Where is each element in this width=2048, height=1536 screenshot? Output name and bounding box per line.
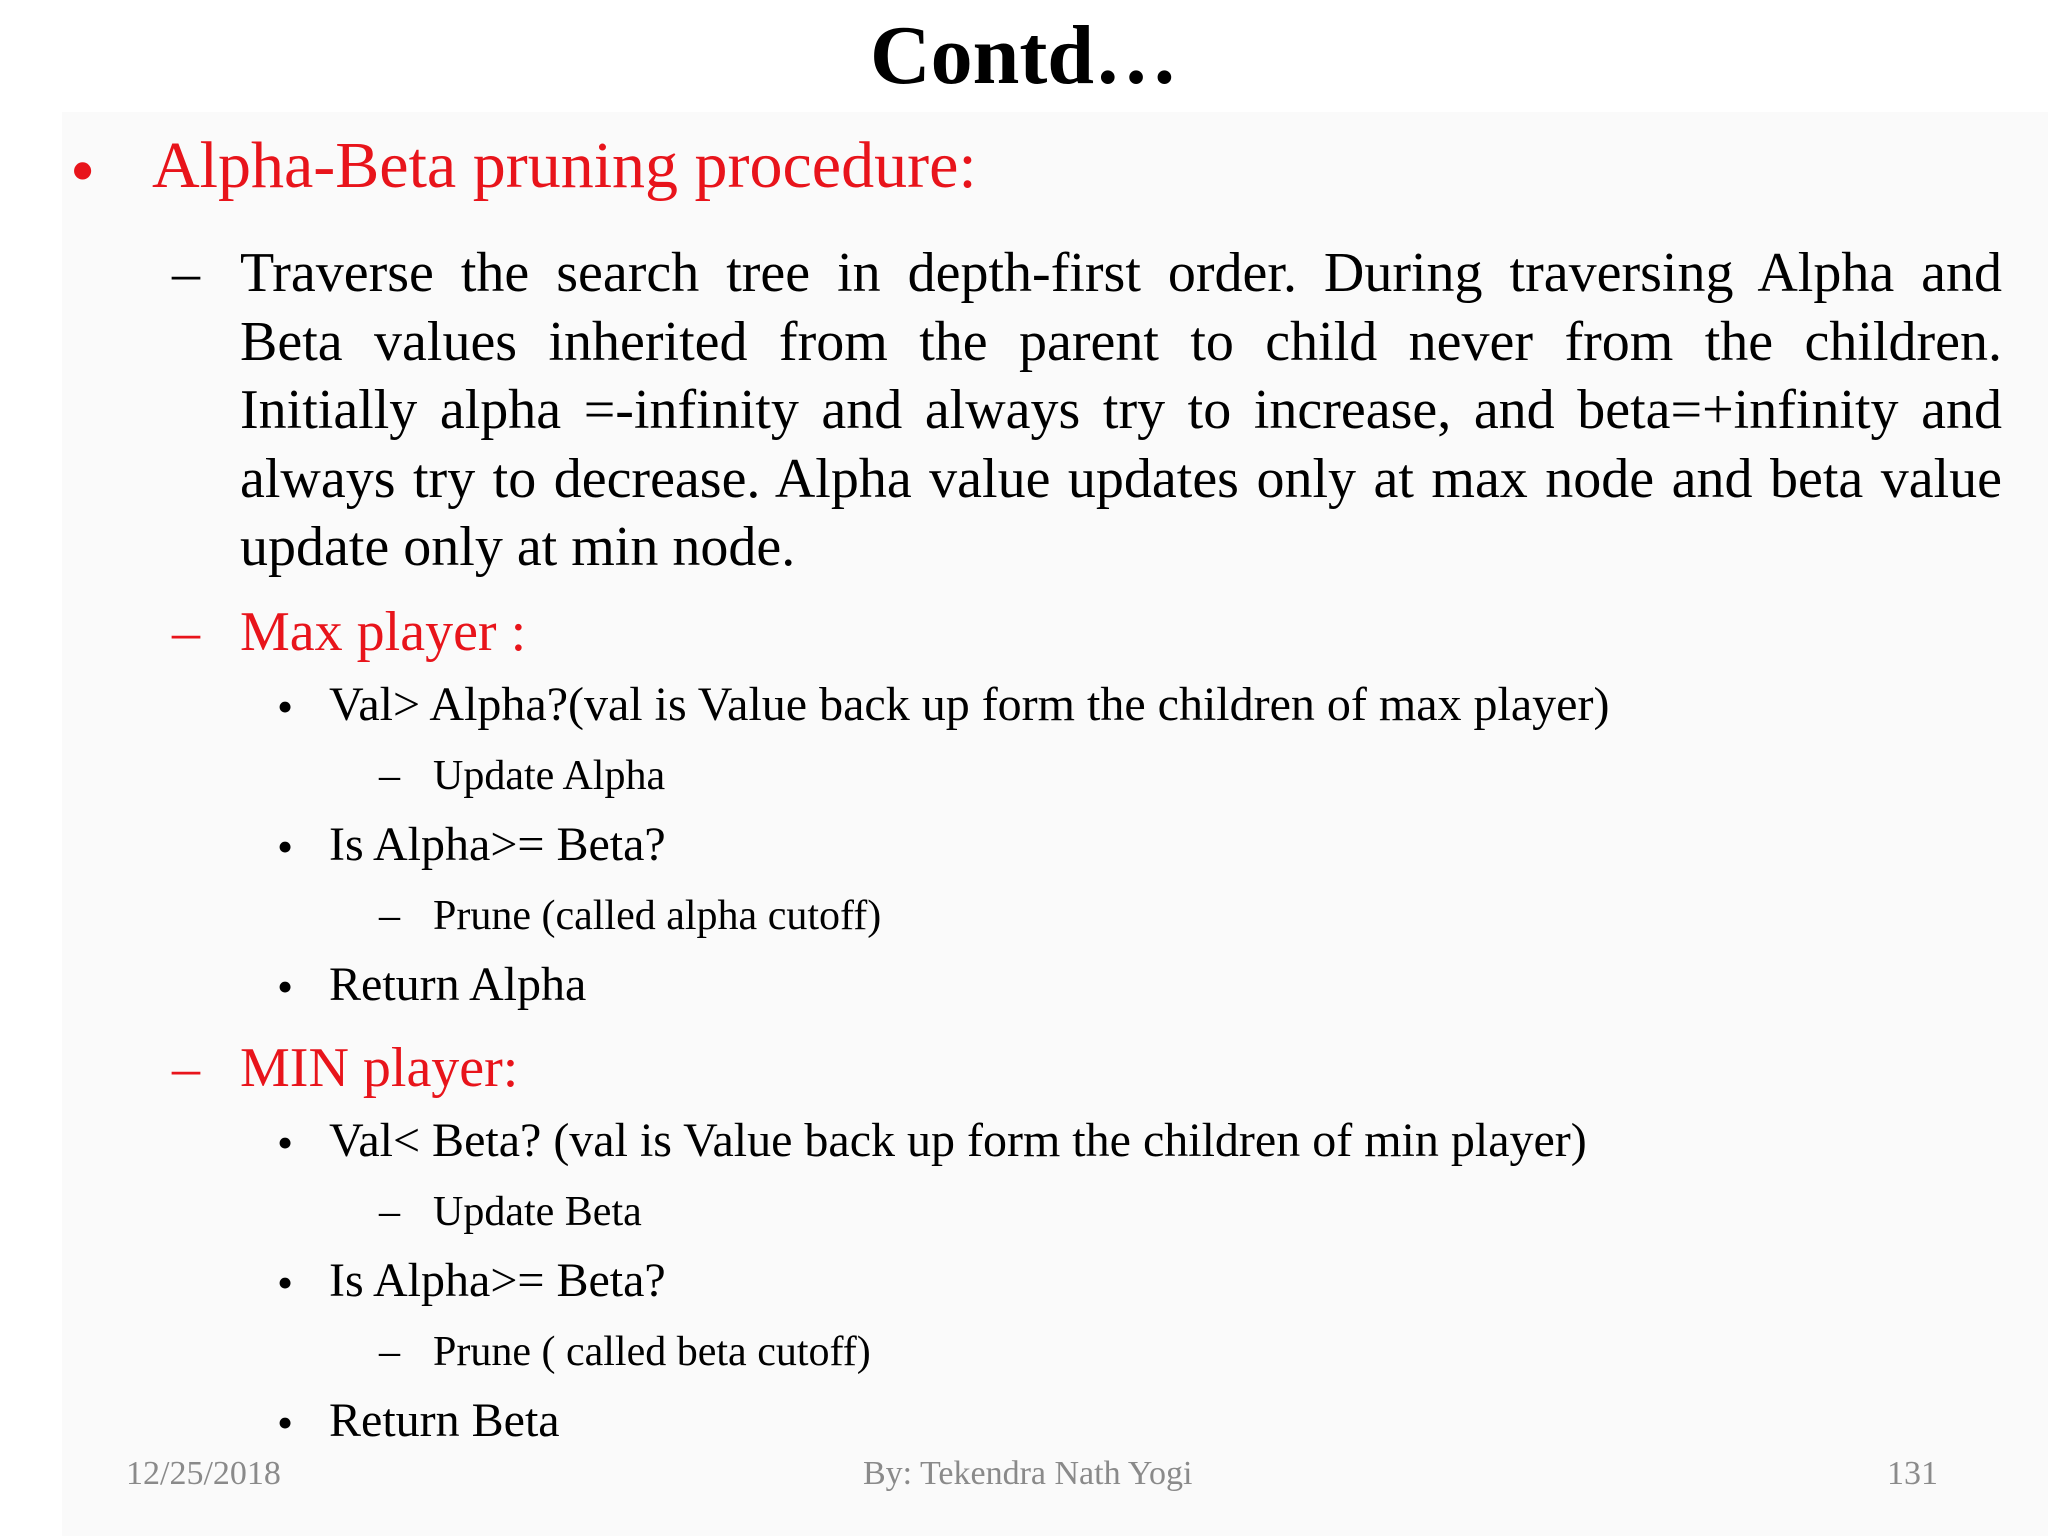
procedure-line: Initially alpha =-infinity and always try to increase, and beta=+infinity and — [240, 379, 2002, 441]
max-item-1: Val> Alpha?(val is Value back up form the children of max player) — [329, 678, 1610, 731]
procedure-line: Beta values inherited from the parent to child never from the children. — [240, 310, 2002, 373]
min-player-heading: MIN player: — [240, 1037, 519, 1099]
min-dash-2: – — [379, 1329, 400, 1375]
max-player-dash: – — [172, 601, 200, 663]
min-item-4: Prune ( called beta cutoff) — [433, 1329, 871, 1375]
main-bullet: • — [70, 131, 96, 211]
max-bullet-1: • — [277, 681, 294, 732]
min-bullet-3: • — [277, 1397, 294, 1448]
max-item-4: Prune (called alpha cutoff) — [433, 893, 882, 939]
max-item-5: Return Alpha — [329, 958, 587, 1011]
max-bullet-3: • — [277, 961, 294, 1012]
max-item-2: Update Alpha — [433, 753, 666, 799]
min-player-dash: – — [172, 1037, 200, 1099]
procedure-dash: – — [172, 242, 200, 304]
slide-title: Contd… — [869, 9, 1179, 102]
procedure-line: update only at min node. — [240, 516, 796, 578]
footer-author: By: Tekendra Nath Yogi — [863, 1455, 1193, 1492]
max-bullet-2: • — [277, 821, 294, 872]
procedure-line: always try to decrease. Alpha value updates only at max node and beta value — [240, 447, 2002, 510]
procedure-paragraph — [240, 239, 2002, 582]
max-dash-2: – — [379, 893, 400, 939]
main-heading: Alpha-Beta pruning procedure: — [152, 129, 977, 202]
max-player-heading: Max player : — [240, 601, 527, 663]
footer-page-number: 131 — [1887, 1455, 1938, 1492]
min-bullet-1: • — [277, 1117, 294, 1168]
procedure-line: Traverse the search tree in depth-first order. During traversing Alpha and — [240, 242, 2002, 304]
min-item-3: Is Alpha>= Beta? — [329, 1254, 666, 1307]
min-item-2: Update Beta — [433, 1189, 642, 1235]
min-item-5: Return Beta — [329, 1394, 560, 1447]
min-bullet-2: • — [277, 1257, 294, 1308]
min-item-1: Val< Beta? (val is Value back up form the children of min player) — [329, 1114, 1587, 1167]
max-item-3: Is Alpha>= Beta? — [329, 818, 666, 871]
max-dash-1: – — [379, 753, 400, 799]
footer-date: 12/25/2018 — [126, 1455, 281, 1492]
min-dash-1: – — [379, 1189, 400, 1235]
